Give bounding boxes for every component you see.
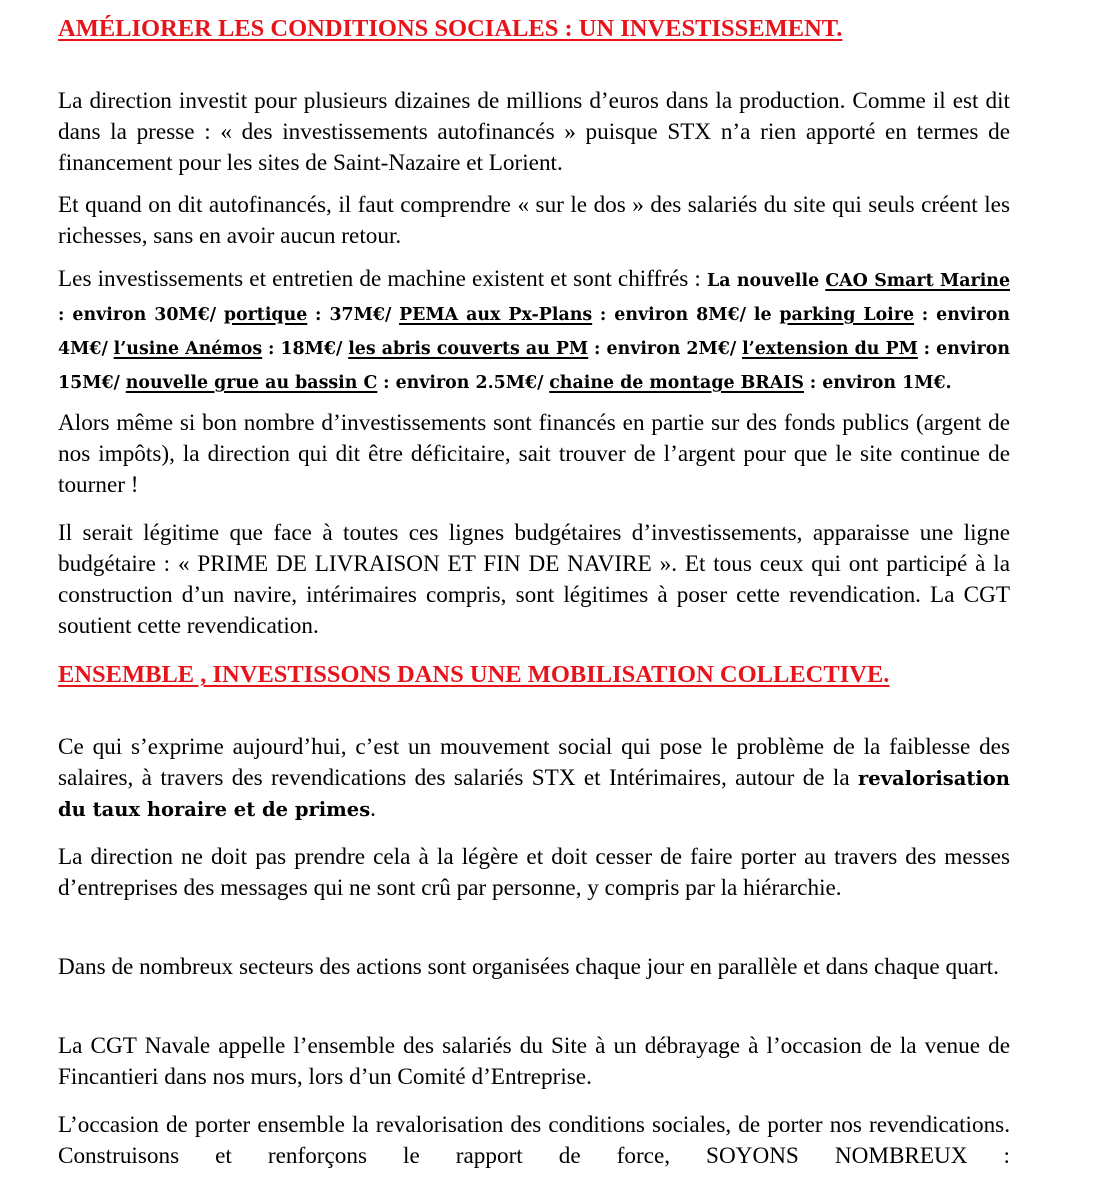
social-movement-end: .: [370, 796, 376, 822]
paragraph-public-funds: Alors même si bon nombre d’investissements sont financés en partie sur des fonds publics (argent de nos impôts), la direction qui dit être déficitaire, sait trouver de l’argent pour que le site continue de tourner !: [58, 410, 1010, 498]
investment-item-parking: parking Loire: [779, 305, 915, 325]
paragraph-delivery-bonus: Il serait légitime que face à toutes ces lignes budgétaires d’investissements, apparaisse une ligne budgétaire : « PRIME DE LIVRAISON ET FIN DE NAVIRE ». Et tous ceux qui ont participé à la construction d’un navire, intérimaires compris, sont légitimes à poser cette revendication. La CGT soutient cette revendication.: [58, 520, 1010, 639]
paragraph-closing-call: L’occasion de porter ensemble la revalorisation des conditions sociales, de porter nos revendications. Construisons et renforçons le rapport de force, SOYONS NOMBREUX :: [58, 1112, 1010, 1169]
paragraph-social-movement: [58, 732, 1010, 825]
social-movement-bold: revalorisation du taux horaire et de primes: [58, 767, 1010, 821]
investment-text-4: : environ 8M€/ le: [599, 305, 772, 325]
investment-text-5: : environ 4M€/: [58, 305, 1010, 359]
investment-item-pema: PEMA aux Px-Plans: [399, 305, 593, 325]
heading-improve-social-conditions: AMÉLIORER LES CONDITIONS SOCIALES : UN INVESTISSEMENT.: [58, 15, 843, 42]
paragraph-management-warning: La direction ne doit pas prendre cela à la légère et doit cesser de faire porter au travers des messes d’entreprises des messages qui ne sont crû par personne, y compris par la hiérarchie.: [58, 844, 1010, 901]
investment-text-10: : environ 1M€.: [809, 373, 952, 393]
social-movement-text: Ce qui s’exprime aujourd’hui, c’est un mouvement social qui pose le problème de la faiblesse des salaires, à travers des revendications des salariés STX et Intérimaires, autour de la: [58, 734, 1010, 791]
investment-item-cao: CAO Smart Marine: [825, 271, 1011, 291]
investment-item-anemos: l’usine Anémos: [113, 339, 263, 359]
paragraph-strike-call: La CGT Navale appelle l’ensemble des salariés du Site à un débrayage à l’occasion de la venue de Fincantieri dans nos murs, lors d’un Comité d’Entreprise.: [58, 1033, 1010, 1090]
paragraph-direction-invests: La direction investit pour plusieurs dizaines de millions d’euros dans la production. Comme il est dit dans la presse : « des investissements autofinancés » puisque STX n’a rien apporté en termes de financement pour les sites de Saint-Nazaire et Lorient.: [58, 88, 1010, 176]
paragraph-investments-list: [58, 263, 1010, 399]
paragraph-autofinanced: Et quand on dit autofinancés, il faut comprendre « sur le dos » des salariés du site qui seuls créent les richesses, sans en avoir aucun retour.: [58, 192, 1010, 249]
investment-text-9: : environ 2.5M€/: [383, 373, 544, 393]
heading-collective-mobilisation: ENSEMBLE , INVESTISSONS DANS UNE MOBILISATION COLLECTIVE.: [58, 661, 890, 688]
investment-item-portique: portique: [223, 305, 308, 325]
investment-text-6: : 18M€/: [267, 339, 343, 359]
investments-intro: Les investissements et entretien de machine existent et sont chiffrés :: [58, 266, 701, 292]
investment-item-extension: l’extension du PM: [742, 339, 918, 359]
investment-text-1: La nouvelle: [707, 271, 820, 291]
investment-item-grue: nouvelle grue au bassin C: [125, 373, 378, 393]
investment-text-8: : environ 15M€/: [58, 339, 1010, 393]
investment-text-7: : environ 2M€/: [594, 339, 737, 359]
investment-item-brais: chaine de montage BRAIS: [549, 373, 804, 393]
investment-text-2: : environ 30M€/: [58, 305, 217, 325]
investment-item-abris: les abris couverts au PM: [348, 339, 589, 359]
investment-text-3: : 37M€/: [315, 305, 392, 325]
paragraph-sector-actions: Dans de nombreux secteurs des actions sont organisées chaque jour en parallèle et dans chaque quart.: [58, 954, 999, 980]
